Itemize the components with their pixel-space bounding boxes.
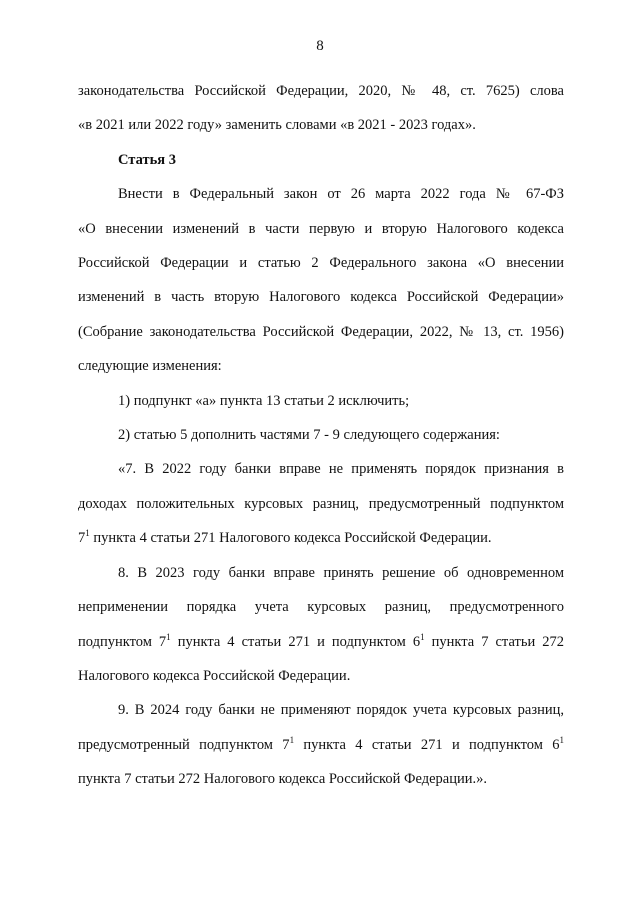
paragraph-article-intro — [78, 177, 564, 383]
text-line: Внести в Федеральный закон от 26 марта 2022 года № 67-ФЗ — [118, 186, 564, 203]
text-line: «в 2021 или 2022 году» заменить словами «в 2021 - 2023 годах». — [78, 117, 476, 134]
paragraph-part-8 — [78, 556, 564, 694]
text-line: 1) подпункт «а» пункта 13 статьи 2 исключить; — [118, 392, 410, 409]
text-line — [78, 625, 564, 659]
document-body — [78, 74, 564, 797]
text-fragment: пункта 4 статьи 271 Налогового кодекса Российской Федерации. — [89, 530, 492, 547]
text-fragment: подпунктом 7 — [78, 633, 167, 650]
paragraph-continuation — [78, 74, 564, 143]
text-fragment: пункта 4 статьи 271 и подпунктом 6 — [170, 633, 421, 650]
text-line: Российской Федерации и статью 2 Федерального закона «О внесении — [78, 255, 564, 272]
text-line: пункта 7 статьи 272 Налогового кодекса Российской Федерации.». — [78, 771, 487, 788]
paragraph-item-2 — [78, 418, 564, 452]
article-heading: Статья 3 — [118, 151, 176, 168]
text-line: 9. В 2024 году банки не применяют порядок учета курсовых разниц, — [118, 702, 564, 719]
text-line: изменений в часть вторую Налогового кодекса Российской Федерации» — [78, 289, 564, 306]
text-fragment: пункта 4 статьи 271 и подпунктом 6 — [294, 736, 560, 753]
text-line: доходах положительных курсовых разниц, предусмотренный подпунктом — [78, 495, 564, 512]
text-fragment: предусмотренный подпунктом 7 — [78, 736, 290, 753]
superscript: 1 — [85, 528, 90, 539]
paragraph-item-1 — [78, 384, 564, 418]
text-fragment: пункта 7 статьи 272 — [424, 633, 564, 650]
paragraph-part-9 — [78, 693, 564, 796]
superscript: 1 — [289, 734, 295, 745]
text-line: «7. В 2022 году банки вправе не применять порядок признания в — [118, 461, 564, 478]
text-line: законодательства Российской Федерации, 2020, № 48, ст. 7625) слова — [78, 83, 564, 99]
text-line: следующие изменения: — [78, 358, 222, 375]
text-line: 2) статью 5 дополнить частями 7 - 9 следующего содержания: — [118, 427, 500, 444]
text-line — [78, 521, 564, 555]
text-line — [78, 728, 564, 762]
text-line: Налогового кодекса Российской Федерации. — [78, 667, 351, 684]
text-fragment: 7 — [78, 530, 86, 547]
text-line: «О внесении изменений в части первую и вторую Налогового кодекса — [78, 220, 564, 237]
superscript: 1 — [559, 734, 564, 745]
paragraph-part-7 — [78, 452, 564, 555]
superscript: 1 — [420, 631, 425, 642]
page-number: 8 — [316, 38, 324, 54]
text-line: (Собрание законодательства Российской Федерации, 2022, № 13, ст. 1956) — [78, 323, 564, 340]
superscript: 1 — [166, 631, 171, 642]
text-line: 8. В 2023 году банки вправе принять решение об одновременном — [118, 564, 564, 581]
text-line: неприменении порядка учета курсовых разниц, предусмотренного — [78, 599, 564, 616]
